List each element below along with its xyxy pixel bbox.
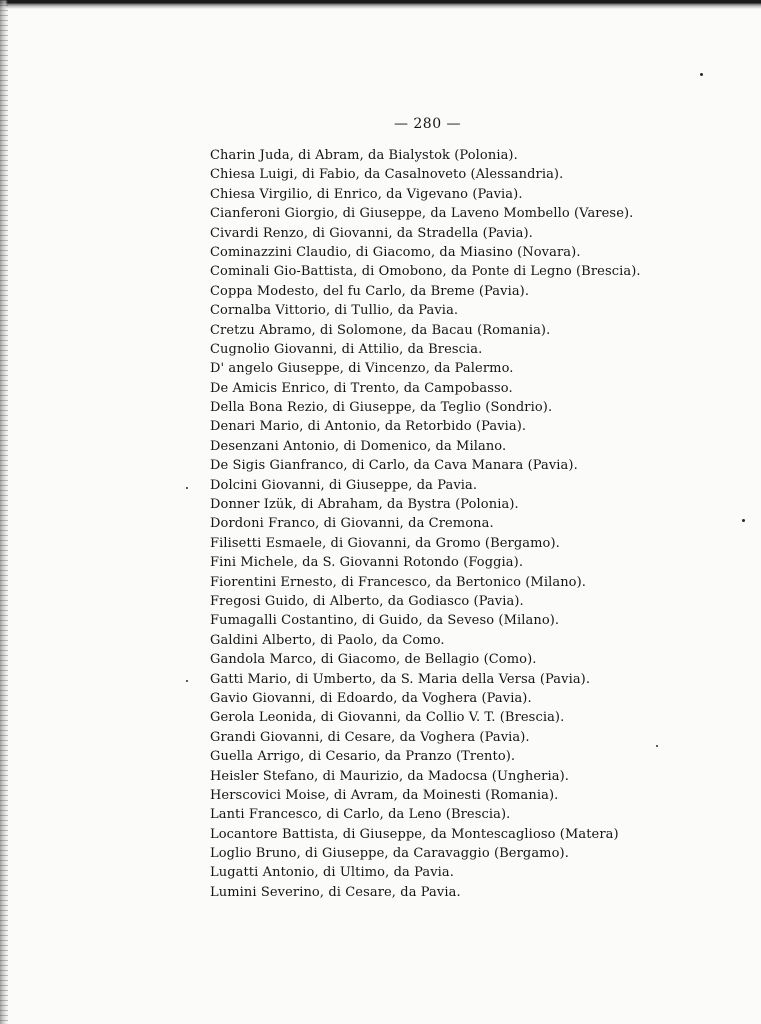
list-item: Lanti Francesco, di Carlo, da Leno (Brescia). (210, 807, 511, 823)
list-item: Filisetti Esmaele, di Giovanni, da Gromo (Bergamo). (210, 535, 560, 551)
list-item: Cominali Gio-Battista, di Omobono, da Ponte di Legno (Brescia). (210, 264, 641, 280)
list-item: Gandola Marco, di Giacomo, de Bellagio (Como). (210, 652, 537, 668)
list-item: Cianferoni Giorgio, di Giuseppe, da Laveno Mombello (Varese). (210, 206, 634, 222)
list-item: Cretzu Abramo, di Solomone, da Bacau (Romania). (210, 322, 551, 338)
list-item: Donner Izük, di Abraham, da Bystra (Polonia). (210, 497, 519, 513)
list-item: Galdini Alberto, di Paolo, da Como. (210, 632, 445, 648)
list-item: Civardi Renzo, di Giovanni, da Stradella (Pavia). (210, 225, 533, 241)
scan-speck (656, 745, 658, 747)
list-item: Cominazzini Claudio, di Giacomo, da Miasino (Novara). (210, 244, 581, 260)
list-item: Dordoni Franco, di Giovanni, da Cremona. (210, 516, 494, 532)
list-item: Chiesa Luigi, di Fabio, da Casalnoveto (Alessandria). (210, 167, 564, 183)
list-item: Fumagalli Costantino, di Guido, da Seveso (Milano). (210, 613, 560, 629)
list-item: Fregosi Guido, di Alberto, da Godiasco (Pavia). (210, 593, 524, 609)
list-item: De Amicis Enrico, di Trento, da Campobasso. (210, 380, 513, 396)
list-item: Lumini Severino, di Cesare, da Pavia. (210, 884, 461, 900)
scan-speck (700, 73, 703, 76)
list-item: Gatti Mario, di Umberto, da S. Maria della Versa (Pavia). (210, 671, 591, 687)
list-item: Fini Michele, da S. Giovanni Rotondo (Foggia). (210, 555, 524, 571)
list-item: Desenzani Antonio, di Domenico, da Milano. (210, 438, 507, 454)
scan-speck (742, 519, 745, 522)
list-item: Denari Mario, di Antonio, da Retorbido (Pavia). (210, 419, 527, 435)
scan-speck (186, 680, 188, 682)
list-item: Cornalba Vittorio, di Tullio, da Pavia. (210, 303, 459, 319)
list-item: Della Bona Rezio, di Giuseppe, da Teglio (Sondrio). (210, 400, 553, 416)
scan-speck (186, 487, 188, 489)
list-item: Gerola Leonida, di Giovanni, da Collio V. T. (Brescia). (210, 710, 565, 726)
scan-left-edge (0, 0, 8, 1024)
list-item: De Sigis Gianfranco, di Carlo, da Cava Manara (Pavia). (210, 458, 578, 474)
list-item: Locantore Battista, di Giuseppe, da Montescaglioso (Matera) (210, 826, 619, 842)
list-item: Chiesa Virgilio, di Enrico, da Vigevano (Pavia). (210, 186, 523, 202)
list-item: Gavio Giovanni, di Edoardo, da Voghera (Pavia). (210, 690, 532, 706)
page-number: — 280 — (393, 116, 462, 132)
list-item: Dolcini Giovanni, di Giuseppe, da Pavia. (210, 477, 478, 493)
list-item: Herscovici Moise, di Avram, da Moinesti (Romania). (210, 787, 559, 803)
name-list (210, 146, 641, 902)
scan-top-edge (0, 0, 761, 9)
list-item: Cugnolio Giovanni, di Attilio, da Brescia. (210, 341, 483, 357)
list-item: Guella Arrigo, di Cesario, da Pranzo (Trento). (210, 749, 516, 765)
list-item: Fiorentini Ernesto, di Francesco, da Bertonico (Milano). (210, 574, 587, 590)
list-item: Loglio Bruno, di Giuseppe, da Caravaggio (Bergamo). (210, 846, 569, 862)
list-item: Lugatti Antonio, di Ultimo, da Pavia. (210, 865, 454, 881)
list-item: D' angelo Giuseppe, di Vincenzo, da Palermo. (210, 361, 514, 377)
list-item: Charin Juda, di Abram, da Bialystok (Polonia). (210, 148, 518, 163)
list-item: Heisler Stefano, di Maurizio, da Madocsa (Ungheria). (210, 768, 569, 784)
list-item: Coppa Modesto, del fu Carlo, da Breme (Pavia). (210, 283, 530, 299)
list-item: Grandi Giovanni, di Cesare, da Voghera (Pavia). (210, 729, 530, 745)
